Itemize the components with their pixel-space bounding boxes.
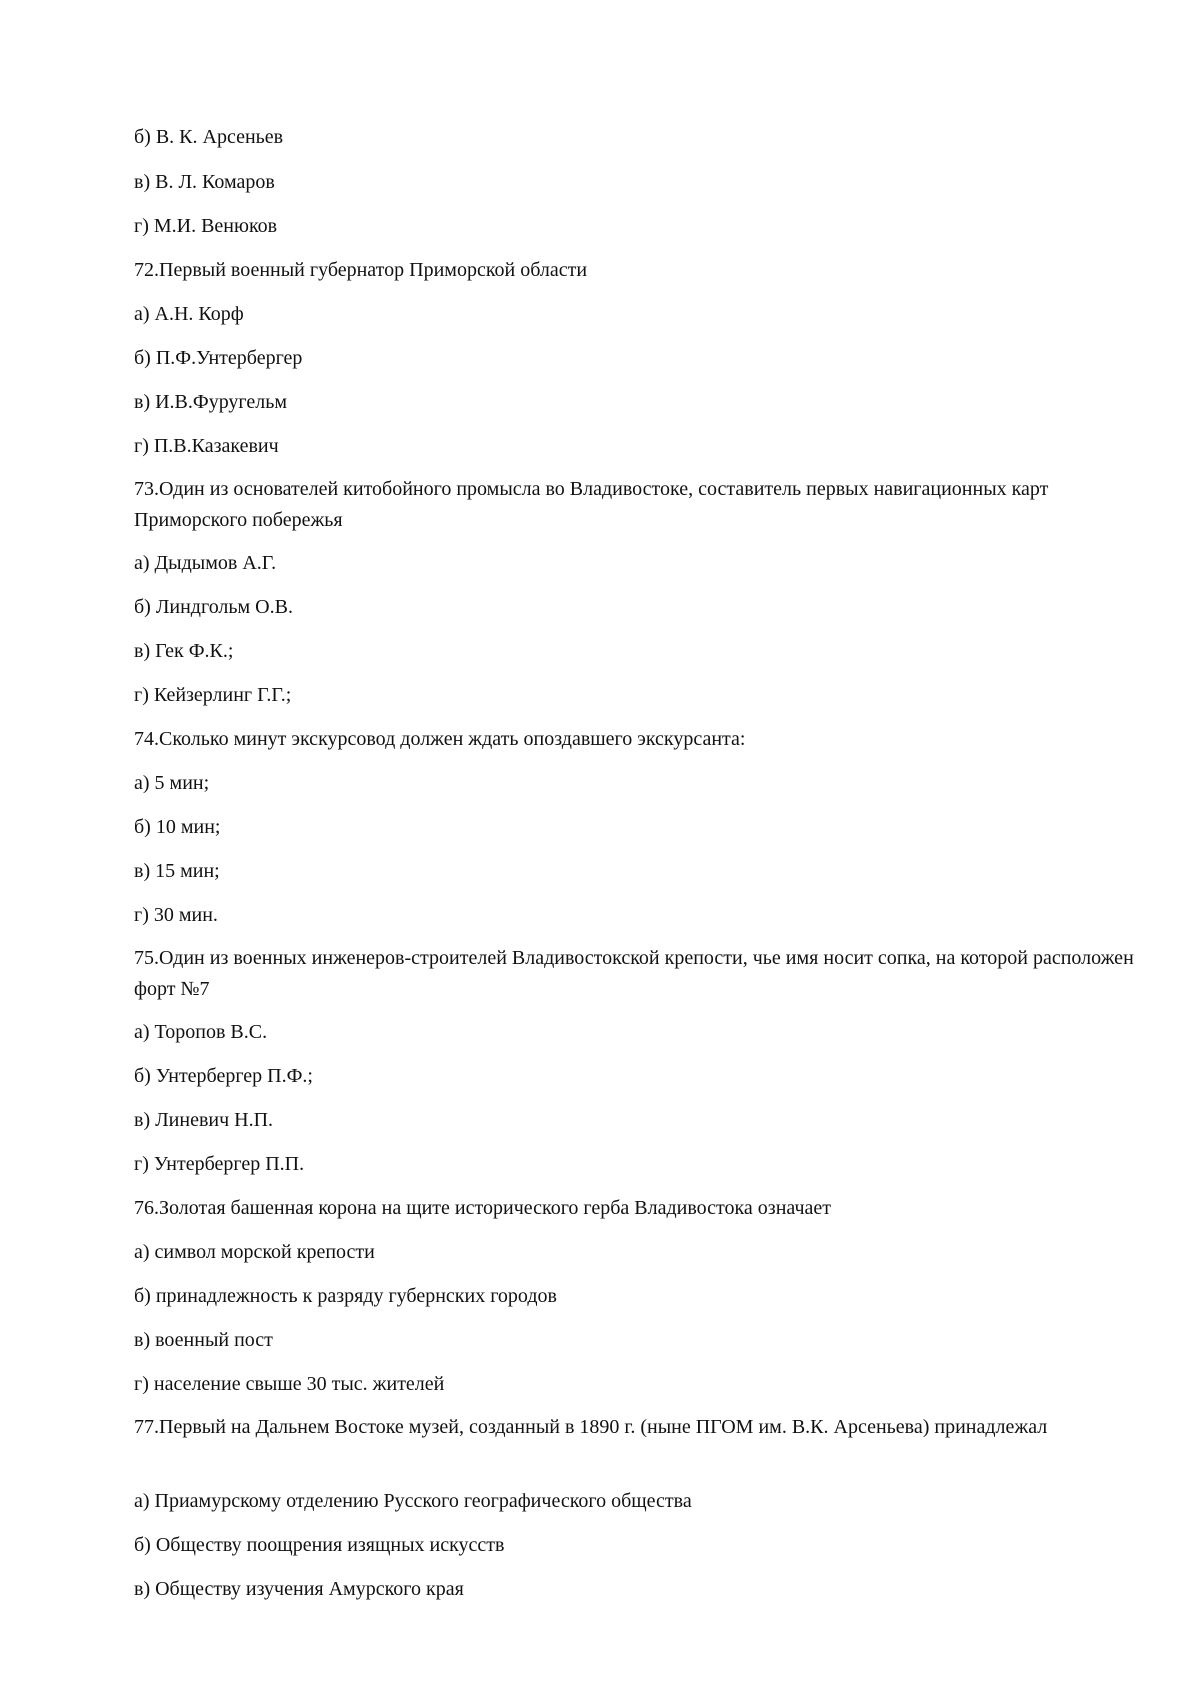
answer-option: б) В. К. Арсеньев: [134, 126, 284, 148]
answer-option: б) Линдгольм О.В.: [134, 596, 293, 618]
answer-option: б) П.Ф.Унтербергер: [134, 347, 303, 369]
answer-option: б) Обществу поощрения изящных искусств: [134, 1534, 505, 1556]
question-74: 74.Сколько минут экскурсовод должен ждать опоздавшего экскурсанта:: [134, 728, 746, 750]
answer-option: г) Унтербергер П.П.: [134, 1153, 305, 1175]
question-76: 76.Золотая башенная корона на щите исторического герба Владивостока означает: [134, 1197, 832, 1219]
answer-option: а) Торопов В.С.: [134, 1021, 268, 1043]
question-73: 73.Один из основателей китобойного промысла во Владивостоке, составитель первых навигационных карт Приморского побережья: [134, 478, 1049, 531]
answer-option: а) 5 мин;: [134, 772, 210, 794]
answer-option: г) Кейзерлинг Г.Г.;: [134, 684, 292, 706]
answer-option: а) А.Н. Корф: [134, 303, 244, 325]
answer-option: б) Унтербергер П.Ф.;: [134, 1065, 313, 1087]
answer-option: в) Обществу изучения Амурского края: [134, 1578, 464, 1600]
answer-option: в) Линевич Н.П.: [134, 1109, 274, 1131]
answer-option: а) Приамурскому отделению Русского географического общества: [134, 1490, 692, 1512]
answer-option: в) И.В.Фуругельм: [134, 391, 287, 413]
answer-option: г) население свыше 30 тыс. жителей: [134, 1373, 445, 1395]
answer-option: а) символ морской крепости: [134, 1241, 375, 1263]
answer-option: в) В. Л. Комаров: [134, 171, 275, 193]
question-75: 75.Один из военных инженеров-строителей Владивостокской крепости, чье имя носит сопка, на которой расположен форт №7: [134, 947, 1134, 1000]
answer-option: в) военный пост: [134, 1329, 273, 1351]
answer-option: г) 30 мин.: [134, 904, 218, 926]
answer-option: в) Гек Ф.К.;: [134, 640, 234, 662]
answer-option: а) Дыдымов А.Г.: [134, 552, 277, 574]
answer-option: г) М.И. Венюков: [134, 215, 278, 237]
question-72: 72.Первый военный губернатор Приморской области: [134, 259, 588, 281]
question-77: 77.Первый на Дальнем Востоке музей, созданный в 1890 г. (ныне ПГОМ им. В.К. Арсеньева) принадлежал: [134, 1416, 1048, 1438]
answer-option: б) 10 мин;: [134, 816, 221, 838]
answer-option: г) П.В.Казакевич: [134, 435, 279, 457]
answer-option: в) 15 мин;: [134, 860, 220, 882]
answer-option: б) принадлежность к разряду губернских городов: [134, 1285, 557, 1307]
